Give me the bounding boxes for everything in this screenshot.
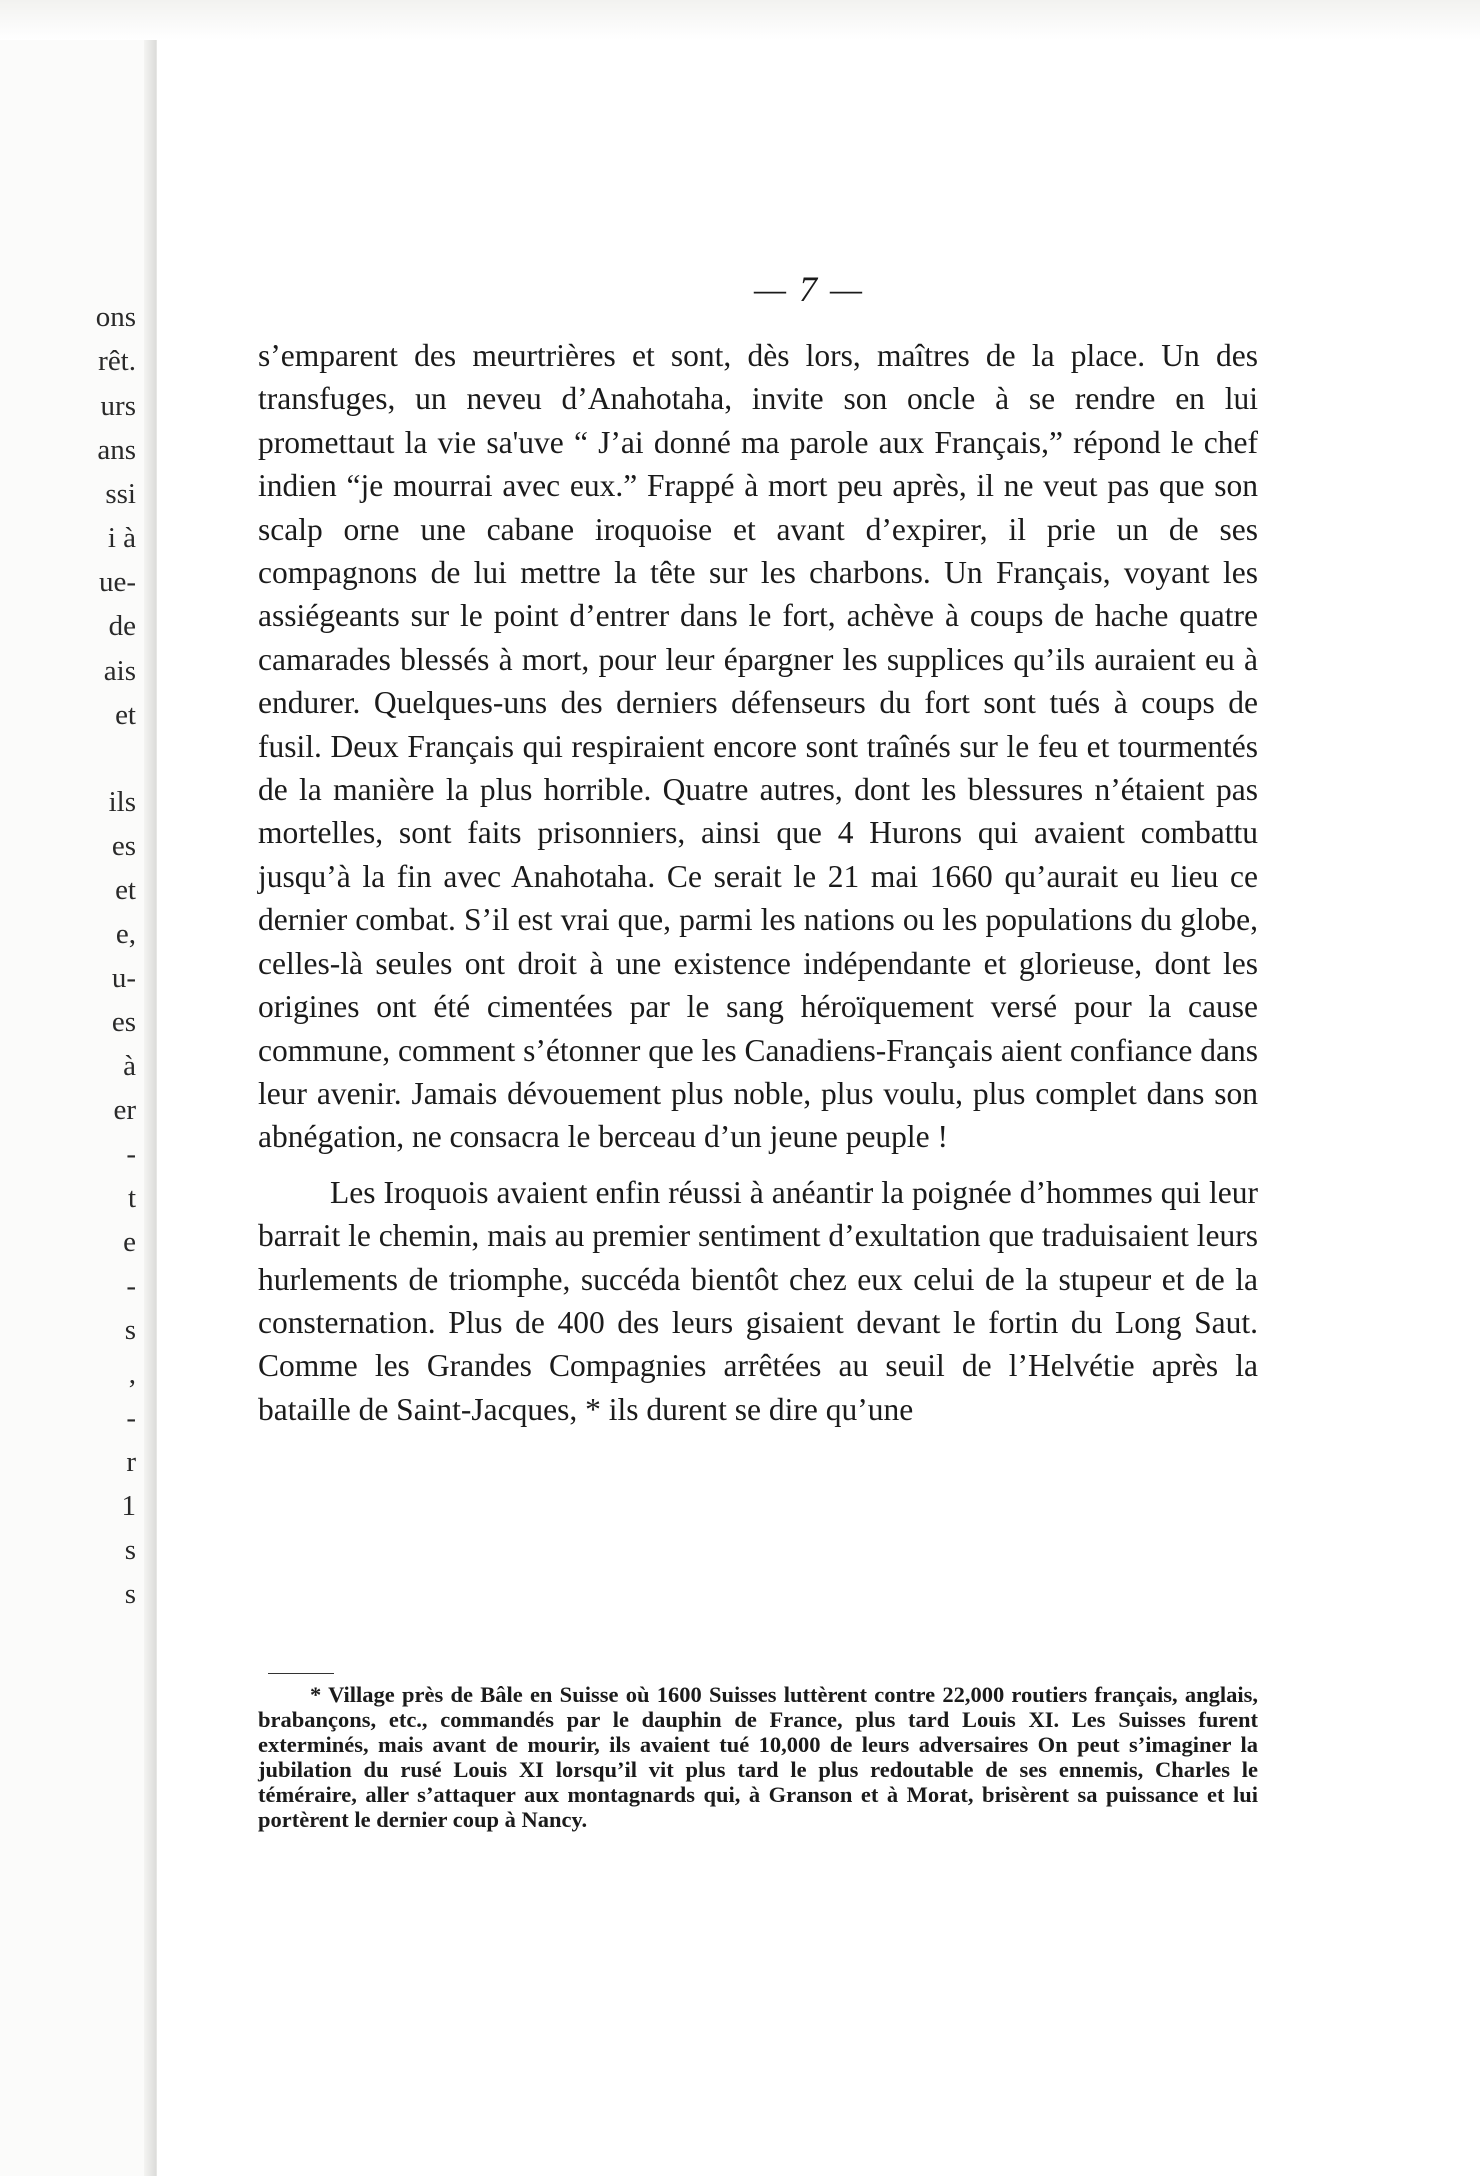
previous-page-fragment: 1	[121, 1490, 136, 1522]
paragraph: Les Iroquois avaient enfin réussi à anéantir la poignée d’hommes qui leur barrait le chemin, mais au premier sentiment d’exultation que traduisaient leurs hurlements de triomphe, succéda bientôt chez eux celui de la stupeur et de la consternation. Plus de 400 des leurs gisaient devant le fortin du Long Saut. Comme les Grandes Compagnies arrêtées au seuil de l’Helvétie après la bataille de Saint-Jacques, * ils durent se dire qu’une	[258, 1174, 1258, 1427]
previous-page-fragment: r	[126, 1446, 136, 1478]
previous-page-fragment: et	[115, 874, 136, 906]
book-page	[164, 40, 1480, 2176]
previous-page-fragment: -	[126, 1270, 136, 1302]
previous-page-fragment: er	[113, 1094, 136, 1126]
previous-page-fragment: de	[108, 610, 136, 642]
previous-page-fragment: s	[124, 1534, 136, 1566]
footnote	[258, 1682, 1258, 1832]
previous-page-fragment: ans	[97, 434, 136, 466]
previous-page-fragment: u-	[111, 962, 136, 994]
previous-page-fragment: urs	[100, 390, 136, 422]
previous-page-fragment: es	[111, 830, 136, 862]
previous-page-fragment: ais	[103, 655, 136, 687]
scan-top-shadow	[0, 0, 1480, 40]
previous-page-fragment: s	[124, 1314, 136, 1346]
previous-page-fragment: ils	[108, 786, 136, 818]
page-number: — 7 —	[753, 269, 865, 309]
previous-page-fragment: et	[115, 699, 136, 731]
previous-page-fragment: es	[111, 1006, 136, 1038]
previous-page-fragment: e,	[115, 918, 136, 950]
previous-page-fragment: ons	[95, 301, 136, 333]
previous-page-fragment: -	[126, 1138, 136, 1170]
previous-page-fragment: ue-	[98, 566, 136, 598]
previous-page-fragment: ssi	[105, 478, 136, 510]
paragraph: s’emparent des meurtrières et sont, dès lors, maîtres de la place. Un des transfuges, un neveu d’Anahotaha, invite son oncle à se rendre en lui promettaut la vie sa'uve “ J’ai donné ma parole aux Français,” répond le chef indien “je mourrai avec eux.” Frappé à mort peu après, il ne veut pas que son scalp orne une cabane iroquoise et avant d’expirer, il prie un de ses compagnons de lui mettre la tête sur les charbons. Un Français, voyant les assiégeants sur le point d’entrer dans le fort, achève à coups de hache quatre camarades blessés à mort, pour leur épargner les supplices qu’ils auraient eu à endurer. Quelques-uns des derniers défenseurs du fort sont tués à coups de fusil. Deux Français qui respiraient encore sont traînés sur le feu et tourmentés de la manière la plus horrible. Quatre autres, dont les blessures n’étaient pas mortelles, sont faits prisonniers, ainsi que 4 Hurons qui avaient combattu jusqu’à la fin avec Anahotaha. Ce serait le 21 mai 1660 qu’aurait eu lieu ce dernier combat. S’il est vrai que, parmi les nations ou les populations du globe, celles-là seules ont droit à une existence indépendante et glorieuse, dont les origines ont été cimentées par le sang héroïquement versé pour la cause commune, comment s’étonner que les Canadiens-Français aient confiance dans leur avenir. Jamais dévouement plus noble, plus voulu, plus complet dans son abnégation, ne consacra le berceau d’un jeune peuple !	[258, 338, 1258, 1155]
body-text	[258, 334, 1258, 1431]
previous-page-fragment: t	[127, 1182, 136, 1214]
previous-page-fragment: ,	[128, 1358, 136, 1390]
footnote-separator	[268, 1673, 334, 1674]
previous-page-fragment: rêt.	[98, 345, 136, 377]
previous-page-fragment: -	[126, 1402, 136, 1434]
previous-page-fragment: s	[124, 1578, 136, 1610]
previous-page-fragment: e	[123, 1226, 136, 1258]
previous-page-edge	[0, 40, 157, 2176]
previous-page-fragment: à	[123, 1050, 136, 1082]
page-fold-shadow	[144, 40, 156, 2176]
footnote-text: * Village près de Bâle en Suisse où 1600 Suisses luttèrent contre 22,000 routiers français, anglais, brabançons, etc., commandés par le dauphin de France, plus tard Louis XI. Les Suisses furent exterminés, mais avant de mourir, ils avaient tué 10,000 de leurs adversaires On peut s’imaginer la jubilation du rusé Louis XI lorsqu’il vit plus tard le plus redoutable de ses ennemis, Charles le téméraire, aller s’attaquer aux montagnards qui, à Granson et à Morat, brisèrent sa puissance et lui portèrent le dernier coup à Nancy.	[258, 1682, 1258, 1832]
previous-page-fragment: i à	[107, 522, 136, 554]
